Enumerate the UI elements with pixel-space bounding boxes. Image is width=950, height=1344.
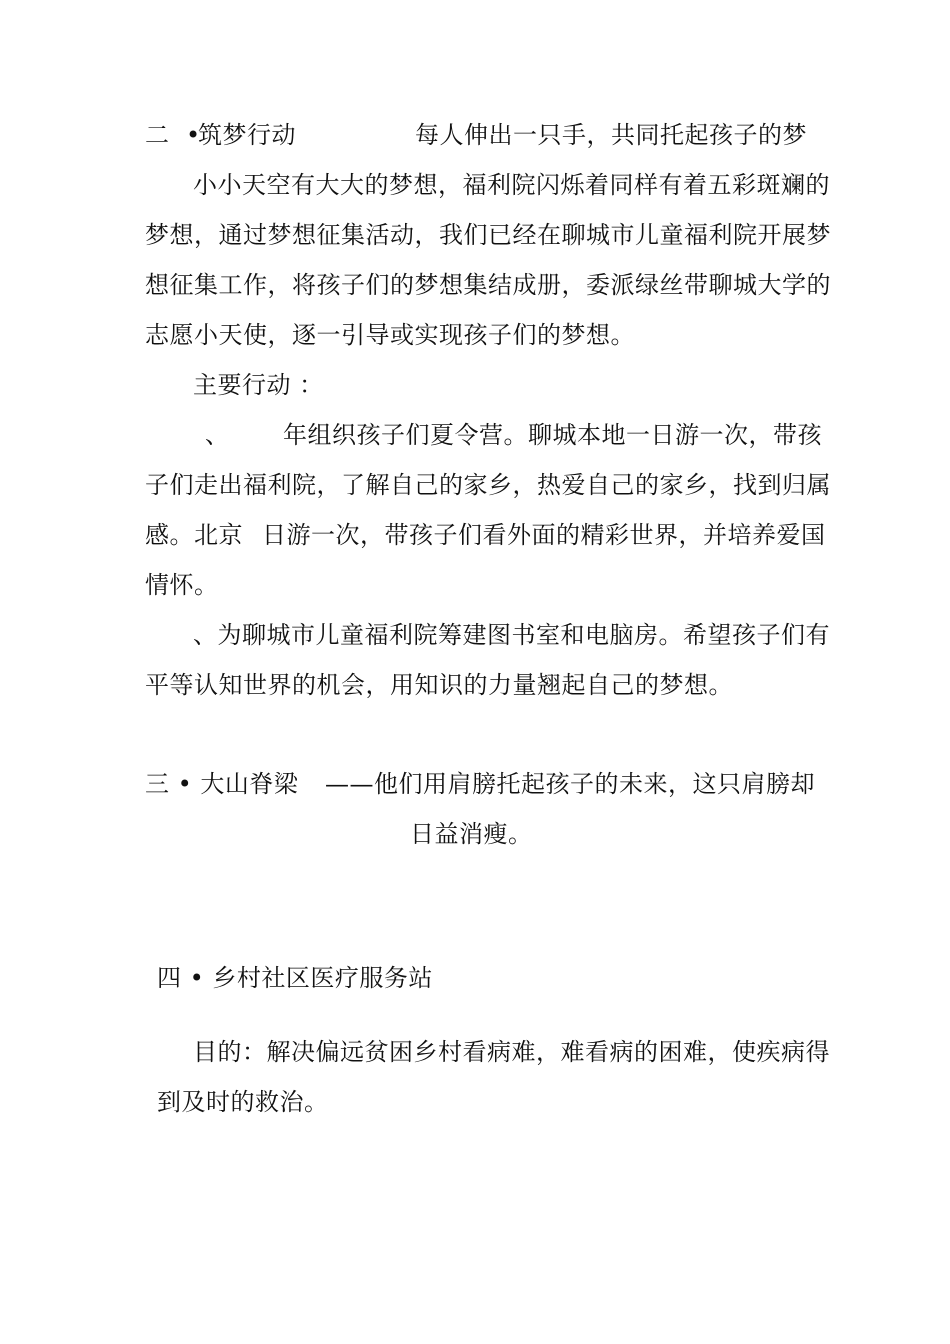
section2-item1-marker: 、	[205, 421, 230, 449]
section2-number: 二	[145, 121, 170, 149]
section2-item1-line-4: 情怀。	[145, 571, 219, 599]
section3-heading: 三 • 大山脊梁	[145, 770, 299, 798]
section4-heading: 四 • 乡村社区医疗服务站	[157, 964, 433, 992]
section2-item1-line-3a: 感。北京	[145, 521, 243, 549]
section4-purpose-line-1: 目的：解决偏远贫困乡村看病难，难看病的困难，使疾病得	[193, 1038, 830, 1066]
section2-subtitle: 每人伸出一只手，共同托起孩子的梦	[415, 121, 807, 149]
section3-subtitle-line-2: 日益消瘦。	[410, 820, 533, 848]
section2-intro-line-3: 想征集工作，将孩子们的梦想集结成册，委派绿丝带聊城大学的	[145, 271, 831, 299]
section2-item1-line-3b: 日游一次，带孩子们看外面的精彩世界，并培养爱国	[262, 521, 826, 549]
section2-dot: •	[186, 121, 201, 149]
section2-item2-line-1: 、为聊城市儿童福利院筹建图书室和电脑房。希望孩子们有	[193, 621, 830, 649]
section2-item1-line-1: 年组织孩子们夏令营。聊城本地一日游一次，带孩	[283, 421, 822, 449]
section2-item1-line-2: 子们走出福利院，了解自己的家乡，热爱自己的家乡，找到归属	[145, 471, 831, 499]
section2-item2-line-2: 平等认知世界的机会，用知识的力量翘起自己的梦想。	[145, 671, 733, 699]
section2-intro-line-1: 小小天空有大大的梦想，福利院闪烁着同样有着五彩斑斓的	[193, 171, 830, 199]
section4-purpose-line-2: 到及时的救治。	[157, 1088, 329, 1116]
section2-intro-line-2: 梦想，通过梦想征集活动，我们已经在聊城市儿童福利院开展梦	[145, 221, 831, 249]
section3-subtitle-line-1: ——他们用肩膀托起孩子的未来，这只肩膀却	[325, 770, 815, 798]
section2-title: 筑梦行动	[198, 121, 296, 149]
section2-actions-label: 主要行动 ：	[193, 371, 324, 399]
section2-intro-line-4: 志愿小天使，逐一引导或实现孩子们的梦想。	[145, 321, 635, 349]
